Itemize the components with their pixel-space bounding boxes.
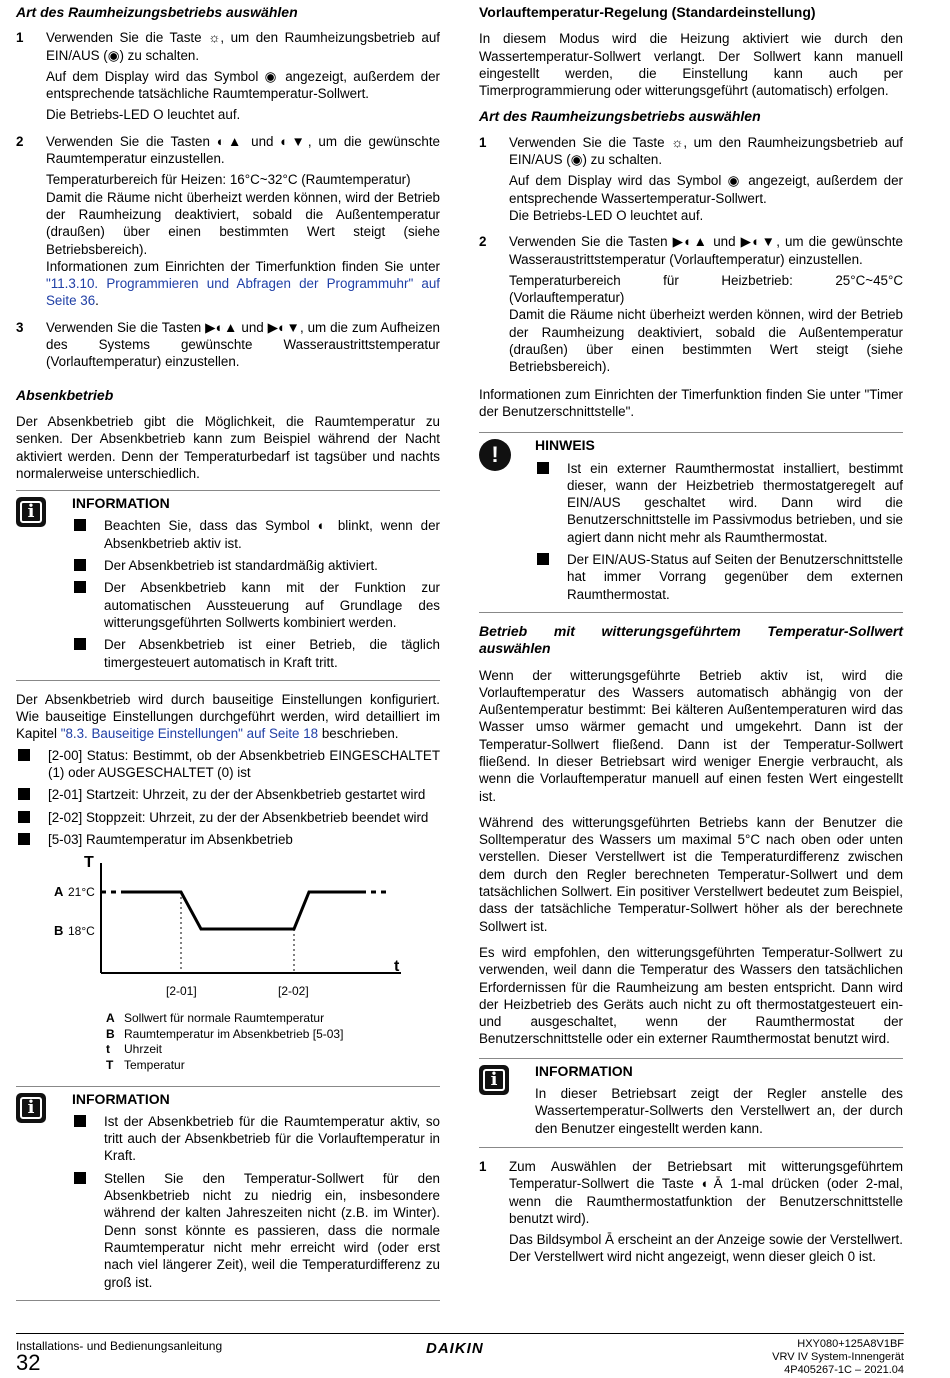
list-item: Ist ein externer Raumthermostat installiert, bestimmt dieser, wann der Heizbetrieb thermostatgeregelt auf EIN/AUS geschaltet wird. Dann wird die Benutzerschnittstelle im Passivmodus betrieben, und sie agiert dann nicht mehr als Raumthermostat. [535, 460, 903, 546]
right-column: Vorlauftemperatur-Regelung (Standardeinstellung) In diesem Modus wird die Heizung aktiviert wie durch den Wassertemperatur-Sollwert verlangt. Der Sollwert kann manuell eingestellt werden, die Einstellung kann auch per Timerprogrammierung oder witterungsgeführt (automatisch) erfolgen. Art des Raumheizungsbetriebs auswählen 1 Verwenden Sie die Taste ☼, um den Raumheizungsbetrieb auf EIN/AUS (◉) zu schalten. Auf dem Display wird das Symbol ◉ angezeigt, außerdem der entsprechende Wassertemperatur-Sollwert. Die Betriebs-LED O leuchtet auf. 2 Verwenden Sie die Tasten ▶◐▲ und ▶◐▼, um die gewünschte Wasseraustrittstemperatur (Vorlauftemperatur) einzustellen. Temperaturbereich für Heizbetrieb: 25°C~45°C (Vorlauftemperatur) Damit die Räume nicht überheizt werden können, wird der Betrieb der Raumheizung deaktiviert, sobald die Außentemperatur (draußen) über einen bestimmten Wert steigt (siehe Betriebsbereich). Informationen zum Einrichten der Timerfunktion finden Sie unter "Timer der Benutzerschnittstelle". ! HINWEIS Ist ein externer Raumthermostat installiert, bestimmt dieser, wann der Heizbetrieb thermostatgeregelt auf EIN/AUS geschaltet wird. Dann wird die Benutzerschnittstelle im Passivmodus betrieben, und sie agiert dann nicht mehr als Raumthermostat. Der EIN/AUS-Status auf Seiten der Benutzerschnittstelle hat immer Vorrang gegenüber dem externen Raumthermostat. Betrieb mit witterungsgeführtem Temperatur-Sollwert auswählen Wenn der witterungsgeführte Betrieb aktiv ist, wird die Vorlauftemperatur des Wassers automatisch abhängig von der Außentemperatur bestimmt: Bei kälteren Außentemperaturen wird das Wasser umso wärmer gemacht und umgekehrt. Dann ist der Temperatur-Sollwert fließend. Dann ist der Temperatur-Sollwert fließend. In dieser Betriebsart wird weniger Energie verbraucht, als wenn die Vorlauftemperatur manuell auf einen festen Wert eingestellt ist. Während des witterungsgeführten Betriebs kann der Benutzer die Solltemperatur des Wassers um maximal 5°C nach oben oder unten verstellen. Dieser Verstellwert ist die Temperaturdifferenz zwischen dem durch den Regler berechneten Temperatur-Sollwert und dem tatsächlichen Sollwert. Ein positiver Verstellwert bedeutet zum Beispiel, dass der tatsächliche Temperatur-Sollwert höher als der berechnete Sollwert ist. Es wird empfohlen, den witterungsgeführten Temperatur-Sollwert zu verwenden, weil dann die Temperatur des Wassers den tatsächlichen Erfordernissen für die Raumheizung am besten entspricht. Dann wird der Heizbetrieb des Geräts auch nicht zu oft thermostatgesteuert ein- und ausgeschaltet, wenn der Raumthermostat der Benutzerschnittstelle oder ein externer Raumthermostat benutzt wird. i INFORMATION In dieser Betriebsart zeigt der Regler anstelle des Wassertemperatur-Sollwerts den Verstellwert an, der durch den Benutzer eingestellt werden kann. 1 Zum Auswählen der Betriebsart mit witterungsgeführtem Temperatur-Sollwert die Taste ◐Ā 1-mal drücken (oder 2-mal, wenn die Raumthermostatfunktion der Benutzerschnittstelle benutzt wird). Das Bildsymbol Ā erscheint an der Anzeige sowie der Verstellwert. Der Verstellwert wird nicht angezeigt, wenn dieser gleich 0 ist. [479, 0, 903, 1275]
step-1: 1 Verwenden Sie die Taste ☼, um den Raumheizungsbetrieb auf EIN/AUS (◉) zu schalten. Auf dem Display wird das Symbol ◉ angezeigt, außerdem der entsprechende Wassertemperatur-Sollwert. Die Betriebs-LED O leuchtet auf. [479, 134, 903, 223]
heading-absenkbetrieb: Absenkbetrieb [16, 386, 114, 403]
step-witterung-1: 1 Zum Auswählen der Betriebsart mit witterungsgeführtem Temperatur-Sollwert die Taste ◐Ā 1-mal drücken (oder 2-mal, wenn die Raumthermostatfunktion der Benutzerschnittstelle benutzt wird). Das Bildsymbol Ā erscheint an der Anzeige sowie der Verstellwert. Der Verstellwert wird nicht angezeigt, wenn dieser gleich 0 ist. [479, 1158, 903, 1265]
heading-vorlauf: Vorlauftemperatur-Regelung (Standardeinstellung) [479, 4, 816, 20]
list-item: Der Absenkbetrieb kann mit der Funktion zur automatischen Aussteuerung auf Grundlage des witterungsgeführten Sollwerts kombiniert werden. [72, 579, 440, 631]
label-A-value: 21°C [68, 885, 95, 900]
label-T: T [84, 854, 94, 872]
footer-model-info: HXY080+125A8V1BF VRV IV System-Innengerät 4P405267-1C – 2021.04 [772, 1338, 904, 1376]
info-box-1: i INFORMATION Beachten Sie, dass das Symbol ◐ blinkt, wenn der Absenkbetrieb aktiv ist. Der Absenkbetrieb ist standardmäßig aktiviert. Der Absenkbetrieb kann mit der Funktion zur automatischen Aussteuerung auf Grundlage des witterungsgeführten Sollwerts kombiniert werden. Der Absenkbetrieb ist einer Betrieb, die täglich timergesteuert automatisch in Kraft tritt. [16, 490, 440, 681]
list-item: Stellen Sie den Temperatur-Sollwert für den Absenkbetrieb nicht zu niedrig ein, insbesondere während der kalten Jahreszeiten nicht (z.B. im Winter). Denn sonst könnte es passieren, dass die normale Raumtemperatur nicht mehr erreicht wird (oder erst nach viel längerer Zeit), weil die Temperaturdifferenz zu groß ist. [72, 1170, 440, 1291]
link-programmuhr[interactable]: "11.3.10. Programmieren und Abfragen der Programmuhr" auf Seite 36 [46, 276, 440, 309]
list-item: Beachten Sie, dass das Symbol ◐ blinkt, wenn der Absenkbetrieb aktiv ist. [72, 517, 440, 552]
absenk-diagram [16, 853, 440, 1003]
list-item: Der Absenkbetrieb ist einer Betrieb, die täglich timergesteuert automatisch in Kraft tritt. [72, 636, 440, 671]
heading-raumheizung: Art des Raumheizungsbetriebs auswählen [16, 4, 298, 20]
step-1: 1 Verwenden Sie die Taste ☼, um den Raumheizungsbetrieb auf EIN/AUS (◉) zu schalten. Auf dem Display wird das Symbol ◉ angezeigt, außerdem der entsprechende tatsächliche Raumtemperatur-Sollwert. Die Betriebs-LED O leuchtet auf. [16, 30, 440, 123]
list-item: Ist der Absenkbetrieb für die Raumtemperatur aktiv, so tritt auch der Absenkbetrieb für die Vorlauftemperatur in Kraft. [72, 1113, 440, 1165]
left-column [16, 0, 440, 1311]
label-B-value: 18°C [68, 924, 95, 939]
paragraph-konfig: Der Absenkbetrieb wird durch bauseitige Einstellungen konfiguriert. Wie bauseitige Einstellungen durchgeführt werden, wird detailliert im Kapitel "8.3. Bauseitige Einstellungen" auf Seite 18 beschrieben. [16, 691, 440, 742]
paragraph-absenk: Der Absenkbetrieb gibt die Möglichkeit, die Raumtemperatur zu senken. Der Absenkbetrieb kann zum Beispiel während der Nacht aktiviert werden. Denn der Temperaturbedarf ist tagsüber und nachts normalerweise unterschiedlich. [16, 413, 440, 481]
note-box: ! HINWEIS Ist ein externer Raumthermostat installiert, bestimmt dieser, wann der Heizbetrieb thermostatgeregelt auf EIN/AUS geschaltet wird. Dann wird die Benutzerschnittstelle im Passivmodus betrieben, und sie agiert dann nicht mehr als Raumthermostat. Der EIN/AUS-Status auf Seiten der Benutzerschnittstelle hat immer Vorrang gegenüber dem externen Raumthermostat. [479, 432, 903, 613]
information-icon: i [16, 497, 46, 527]
daikin-logo: DAIKIN [426, 1340, 484, 1357]
page-footer [16, 1333, 904, 1376]
info-box-2: i INFORMATION Ist der Absenkbetrieb für die Raumtemperatur aktiv, so tritt auch der Absenkbetrieb für die Vorlauftemperatur in Kraft. Stellen Sie den Temperatur-Sollwert für den Absenkbetrieb nicht zu niedrig ein, insbesondere während der kalten Jahreszeiten nicht (z.B. im Winter). Denn sonst könnte es passieren, dass die normale Raumtemperatur nicht mehr erreicht wird (oder erst nach viel längerer Zeit), weil die Temperaturdifferenz zu groß ist. [16, 1086, 440, 1301]
label-A: A [54, 884, 64, 900]
label-x1: [2-01] [166, 984, 197, 999]
list-item: Der EIN/AUS-Status auf Seiten der Benutzerschnittstelle hat immer Vorrang gegenüber dem externen Raumthermostat. [535, 551, 903, 603]
footer-doc-title: Installations- und Bedienungsanleitung [16, 1339, 223, 1353]
label-x2: [2-02] [278, 984, 309, 999]
link-bauseitige[interactable]: "8.3. Bauseitige Einstellungen" auf Seite 18 [60, 726, 319, 742]
information-icon: i [479, 1065, 509, 1095]
info-box-3: i INFORMATION In dieser Betriebsart zeigt der Regler anstelle des Wassertemperatur-Sollwerts den Verstellwert an, der durch den Benutzer eingestellt werden kann. [479, 1058, 903, 1148]
information-icon: i [16, 1093, 46, 1123]
heading-witterung: Betrieb mit witterungsgeführtem Temperatur-Sollwert auswählen [479, 622, 903, 657]
temperature-curve [121, 892, 361, 929]
warning-icon: ! [479, 439, 511, 471]
list-item: [2-01] Startzeit: Uhrzeit, zu der der Absenkbetrieb gestartet wird [16, 786, 440, 803]
list-item: [5-03] Raumtemperatur im Absenkbetrieb [16, 831, 440, 848]
heading-raumheizung-2: Art des Raumheizungsbetriebs auswählen [479, 108, 761, 125]
label-t: t [394, 958, 400, 976]
label-B: B [54, 923, 64, 939]
step-3: 3 Verwenden Sie die Tasten ▶◐▲ und ▶◐▼, um die zum Aufheizen des Systems gewünschte Wasseraustrittstemperatur (Vorlauftemperatur) einzustellen. [16, 319, 440, 370]
step-2: 2 Verwenden Sie die Tasten ◐▲ und ◐▼, um die gewünschte Raumtemperatur einzustellen. Temperaturbereich für Heizen: 16°C~32°C (Raumtemperatur) Damit die Räume nicht überheizt werden können, wird der Betrieb der Raumheizung deaktiviert, sobald die Außentemperatur (draußen) über einen bestimmten Wert steigt (siehe Betriebsbereich). Informationen zum Einrichten der Timerfunktion finden Sie unter "11.3.10. Programmieren und Abfragen der Programmuhr" auf Seite 36. [16, 133, 440, 309]
list-item: [2-02] Stoppzeit: Uhrzeit, zu der der Absenkbetrieb beendet wird [16, 809, 440, 826]
list-item: Der Absenkbetrieb ist standardmäßig aktiviert. [72, 557, 440, 574]
step-2: 2 Verwenden Sie die Tasten ▶◐▲ und ▶◐▼, um die gewünschte Wasseraustrittstemperatur (Vorlauftemperatur) einzustellen. Temperaturbereich für Heizbetrieb: 25°C~45°C (Vorlauftemperatur) Damit die Räume nicht überheizt werden können, wird der Betrieb der Raumheizung deaktiviert, sobald die Außentemperatur (draußen) über einen bestimmten Wert steigt (siehe Betriebsbereich). [479, 234, 903, 375]
diagram-legend: A Sollwert für normale Raumtemperatur B Raumtemperatur im Absenkbetrieb [5-03] t Uhrzeit T Temperatur [106, 1011, 344, 1072]
settings-list [16, 747, 440, 848]
list-item: [2-00] Status: Bestimmt, ob der Absenkbetrieb EINGESCHALTET (1) oder AUSGESCHALTET (0) ist [16, 747, 440, 782]
page-number: 32 [16, 1350, 41, 1375]
